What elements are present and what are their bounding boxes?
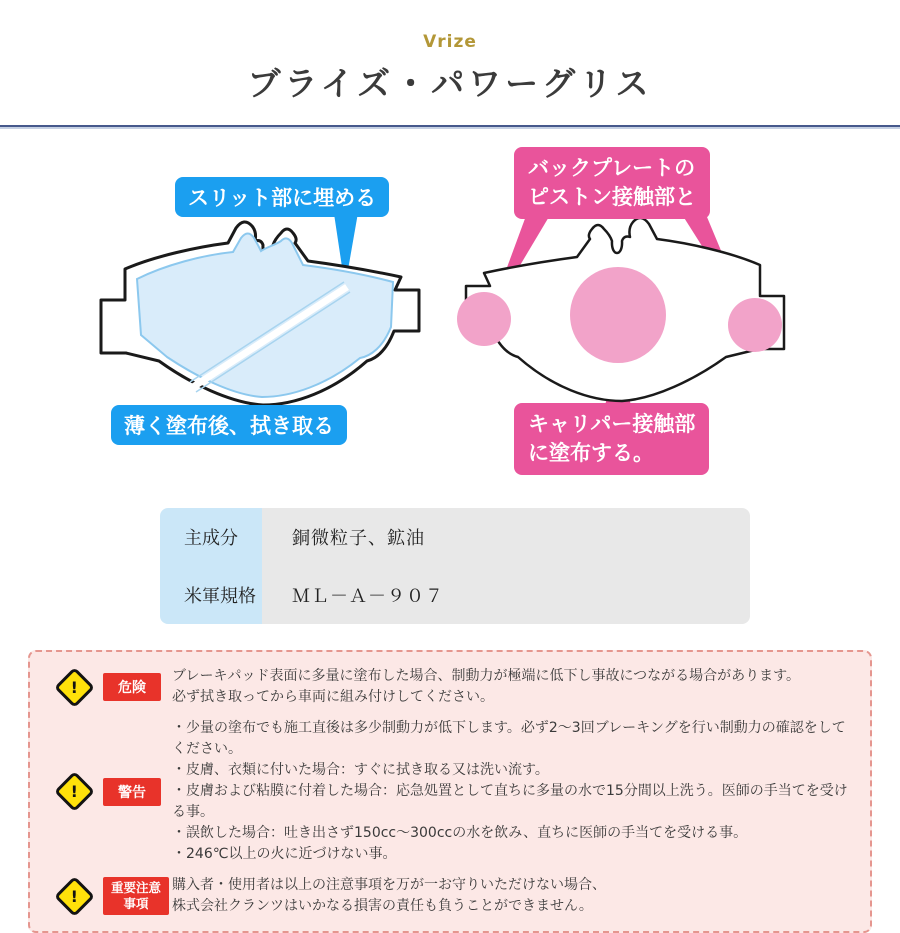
notice-warning [54,718,850,865]
callout-backplate-line1: バックプレートの [528,156,696,180]
notice-important [54,875,850,917]
callout-wipe: 薄く塗布後、拭き取る [111,405,347,445]
warning-diamond-icon [54,772,94,812]
spec-table-values [262,508,750,624]
danger-line: ブレーキパッド表面に多量に塗布した場合、制動力が極端に低下し事故につながる場合があります。 [172,668,801,684]
warning-line: ・皮膚、衣類に付いた場合：すぐに拭き取る又は洗い流す。 [172,762,549,778]
notice-danger-text [172,666,800,708]
spec-table [160,508,750,624]
grease-spot-center [570,267,666,363]
grease-spot-left [457,292,511,346]
important-line: 株式会社クランツはいかなる損害の責任も負うことができません。 [172,898,593,914]
spec-value-mil-spec: ＭＬ－Ａ－９０７ [292,586,444,607]
warning-diamond-icon [54,876,94,916]
warning-line: ・少量の塗布でも施工直後は多少制動力が低下します。必ず2～3回ブレーキングを行い制動力の確認をしてください。 [172,720,846,757]
notice-danger-head [54,667,172,707]
warning-diamond-icon [54,667,94,707]
spec-label-main-ingredient: 主成分 [184,528,238,549]
notice-danger [54,666,850,708]
page-title: ブライズ・パワーグリス [247,64,653,103]
grease-spot-right [728,298,782,352]
notice-warning-text [172,718,850,865]
instruction-diagrams [0,129,900,484]
notices-panel [28,650,872,933]
notice-important-text [172,875,606,917]
brand-name: Vrize [423,32,477,52]
callout-slit: スリット部に埋める [175,177,389,217]
callout-caliper-line2: に塗布する。 [528,440,654,465]
callout-caliper [514,403,709,475]
warning-line: ・246℃以上の火に近づけない事。 [172,846,397,862]
callout-backplate-line2: ピストン接触部と [528,184,696,209]
notice-warning-head [54,772,172,812]
notice-important-head [54,876,172,916]
danger-badge: 危険 [103,673,161,701]
important-badge: 重要注意事項 [103,877,169,916]
danger-line: 必ず拭き取ってから車両に組み付けしてください。 [172,689,494,705]
exclamation-glyph: ! [70,885,78,905]
callout-caliper-line1: キャリパー接触部 [528,412,696,436]
exclamation-glyph: ! [70,781,78,801]
warning-line: ・誤飲した場合：吐き出さず150cc～300ccの水を飲み、直ちに医師の手当てを受ける事。 [172,825,748,841]
brake-pad-back-figure [450,147,790,482]
important-line: 購入者・使用者は以上の注意事項を万が一お守りいただけない場合、 [172,877,606,893]
spec-label-mil-spec: 米軍規格 [184,586,256,607]
brake-pad-front-figure [95,177,425,477]
callout-backplate [514,147,710,219]
warning-line: ・皮膚および粘膜に付着した場合：応急処置として直ちに多量の水で15分間以上洗う。医師の手当てを受ける事。 [172,783,848,820]
spec-table-labels [160,508,262,624]
exclamation-glyph: ! [70,676,78,696]
warning-badge: 警告 [103,778,161,806]
spec-value-main-ingredient: 銅微粒子、鉱油 [292,528,425,549]
